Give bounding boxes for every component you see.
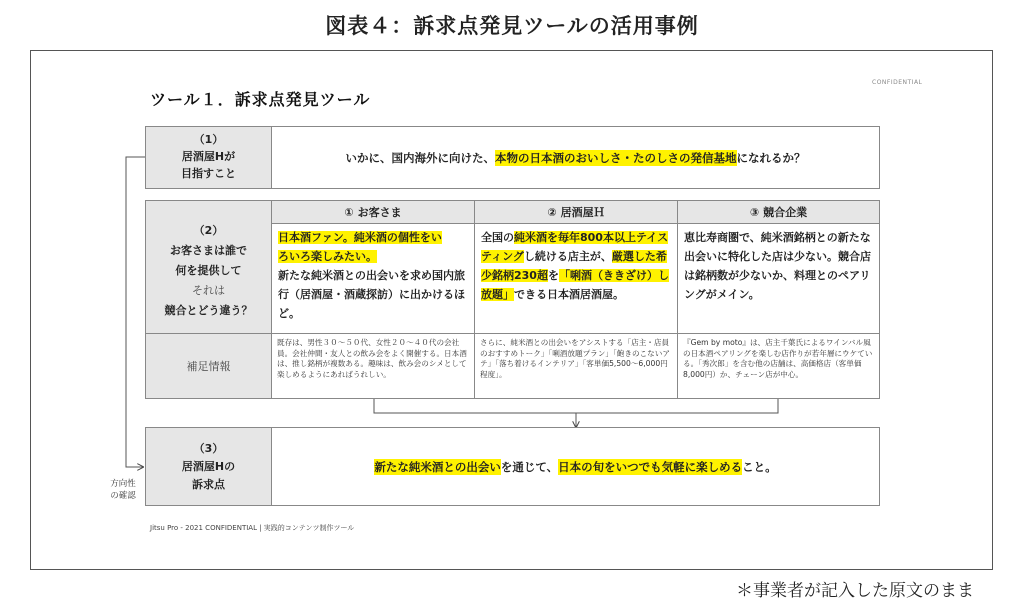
figure-title: 図表４：訴求点発見ツールの活用事例 [325,14,699,38]
col-header-izakaya: ② 居酒屋Ｈ [474,200,678,224]
row2-label-line4: 競合とどう違う？ [164,304,253,317]
izakaya-text-2: し続ける店主が、 [523,250,612,263]
row3-text-2: こと。 [742,459,777,474]
row3-label-line2: 訴求点 [192,478,225,491]
customer-highlight-2: ろいろ楽しみたい。 [278,250,377,263]
row2-label-line1: お客さまは誰で [170,244,247,257]
row1-content [271,126,880,189]
row3-label-line1: 居酒屋Hの [181,460,236,473]
row3-label-num: （3） [193,442,224,455]
direction-label-2: の確認 [110,491,136,501]
row1-label-line1: 居酒屋Hが [181,150,236,163]
row2-label-line2: 何を提供して [175,264,242,277]
row1-label-num: （1） [193,133,224,146]
supp-izakaya: さらに、純米酒との出会いをアシストする「店主・店員のおすすめトーク」「唎酒放題プラン」「飽きのこないアテ」「落ち着けるインテリア」「客単価5,500～6,000円程度」。 [474,333,678,399]
col-header-competitor: ③ 競合企業 [677,200,880,224]
row2-label [145,200,272,334]
row3-text-1: を通じて、 [500,459,559,474]
direction-label [100,478,146,502]
row2-label-line3: それは [192,284,225,297]
row1-label-line2: 目指すこと [181,167,236,180]
col-header-customer: ① お客さま [271,200,475,224]
row1-text-before: いかに、国内海外に向けた、 [345,150,495,165]
row3-label [145,427,272,506]
izakaya-text-1: 全国の [481,231,514,244]
row3-highlight-2: 日本の旬をいつでも気軽に楽しめる [558,459,743,474]
row1-text-highlight: 本物の日本酒のおいしさ・たのしさの発信基地 [495,150,737,165]
col-body-customer [271,223,475,334]
col-body-izakaya [474,223,678,334]
customer-highlight-1: 日本酒ファン。純米酒の個性をい [278,231,442,244]
slide-title: ツール１．訴求点発見ツール [150,90,371,109]
direction-label-1: 方向性 [110,479,136,489]
slide-footer: Jitsu Pro - 2021 CONFIDENTIAL | 実践的コンテンツ制作ツール [150,524,355,532]
col-body-competitor: 恵比寿商圏で、純米酒銘柄との新たな出会いに特化した店は少ない。競合店は銘柄数が少ないか、料理とのペアリングがメイン。 [677,223,880,334]
izakaya-text-4: できる日本酒居酒屋。 [514,288,624,301]
row3-highlight-1: 新たな純米酒との出会い [374,459,501,474]
supp-competitor: 『Gem by moto』は、店主千葉氏によるワインバル風の日本酒ペアリングを楽しむ店作りが若年層にウケている。「秀次郎」を含む他の店舗は、高価格店（客単価8,000円）か、チェーン店が中心。 [677,333,880,399]
izakaya-highlight-1: 純米酒を毎年800本以上テイスティング [481,231,669,263]
supp-customer: 既存は、男性３０～５０代、女性２０～４０代の会社員。会社仲間・友人との飲み会をよく開催する。日本酒は、推し銘柄が複数ある。趣味は、飲み会のシメとして楽しめるようにあればうれしい。 [271,333,475,399]
izakaya-highlight-2: 厳選した希少銘柄230超 [481,250,667,282]
return-arrow [126,157,145,467]
customer-body: 新たな純米酒との出会いを求め国内旅行（居酒屋・酒蔵探訪）に出かけるほど。 [278,269,465,320]
row1-text-after: になれるか？ [736,150,806,165]
row3-content [271,427,880,506]
row2-label-num: （2） [193,224,224,237]
izakaya-highlight-3: 「唎酒（ききざけ）し放題」 [481,269,669,301]
confidential-label: CONFIDENTIAL [872,79,923,86]
row1-label [145,126,272,189]
supp-label: 補足情報 [145,333,272,399]
izakaya-text-3: を [547,269,559,282]
merge-bracket [374,399,778,413]
footer-note: ＊事業者が記入した原文のまま [736,581,974,601]
